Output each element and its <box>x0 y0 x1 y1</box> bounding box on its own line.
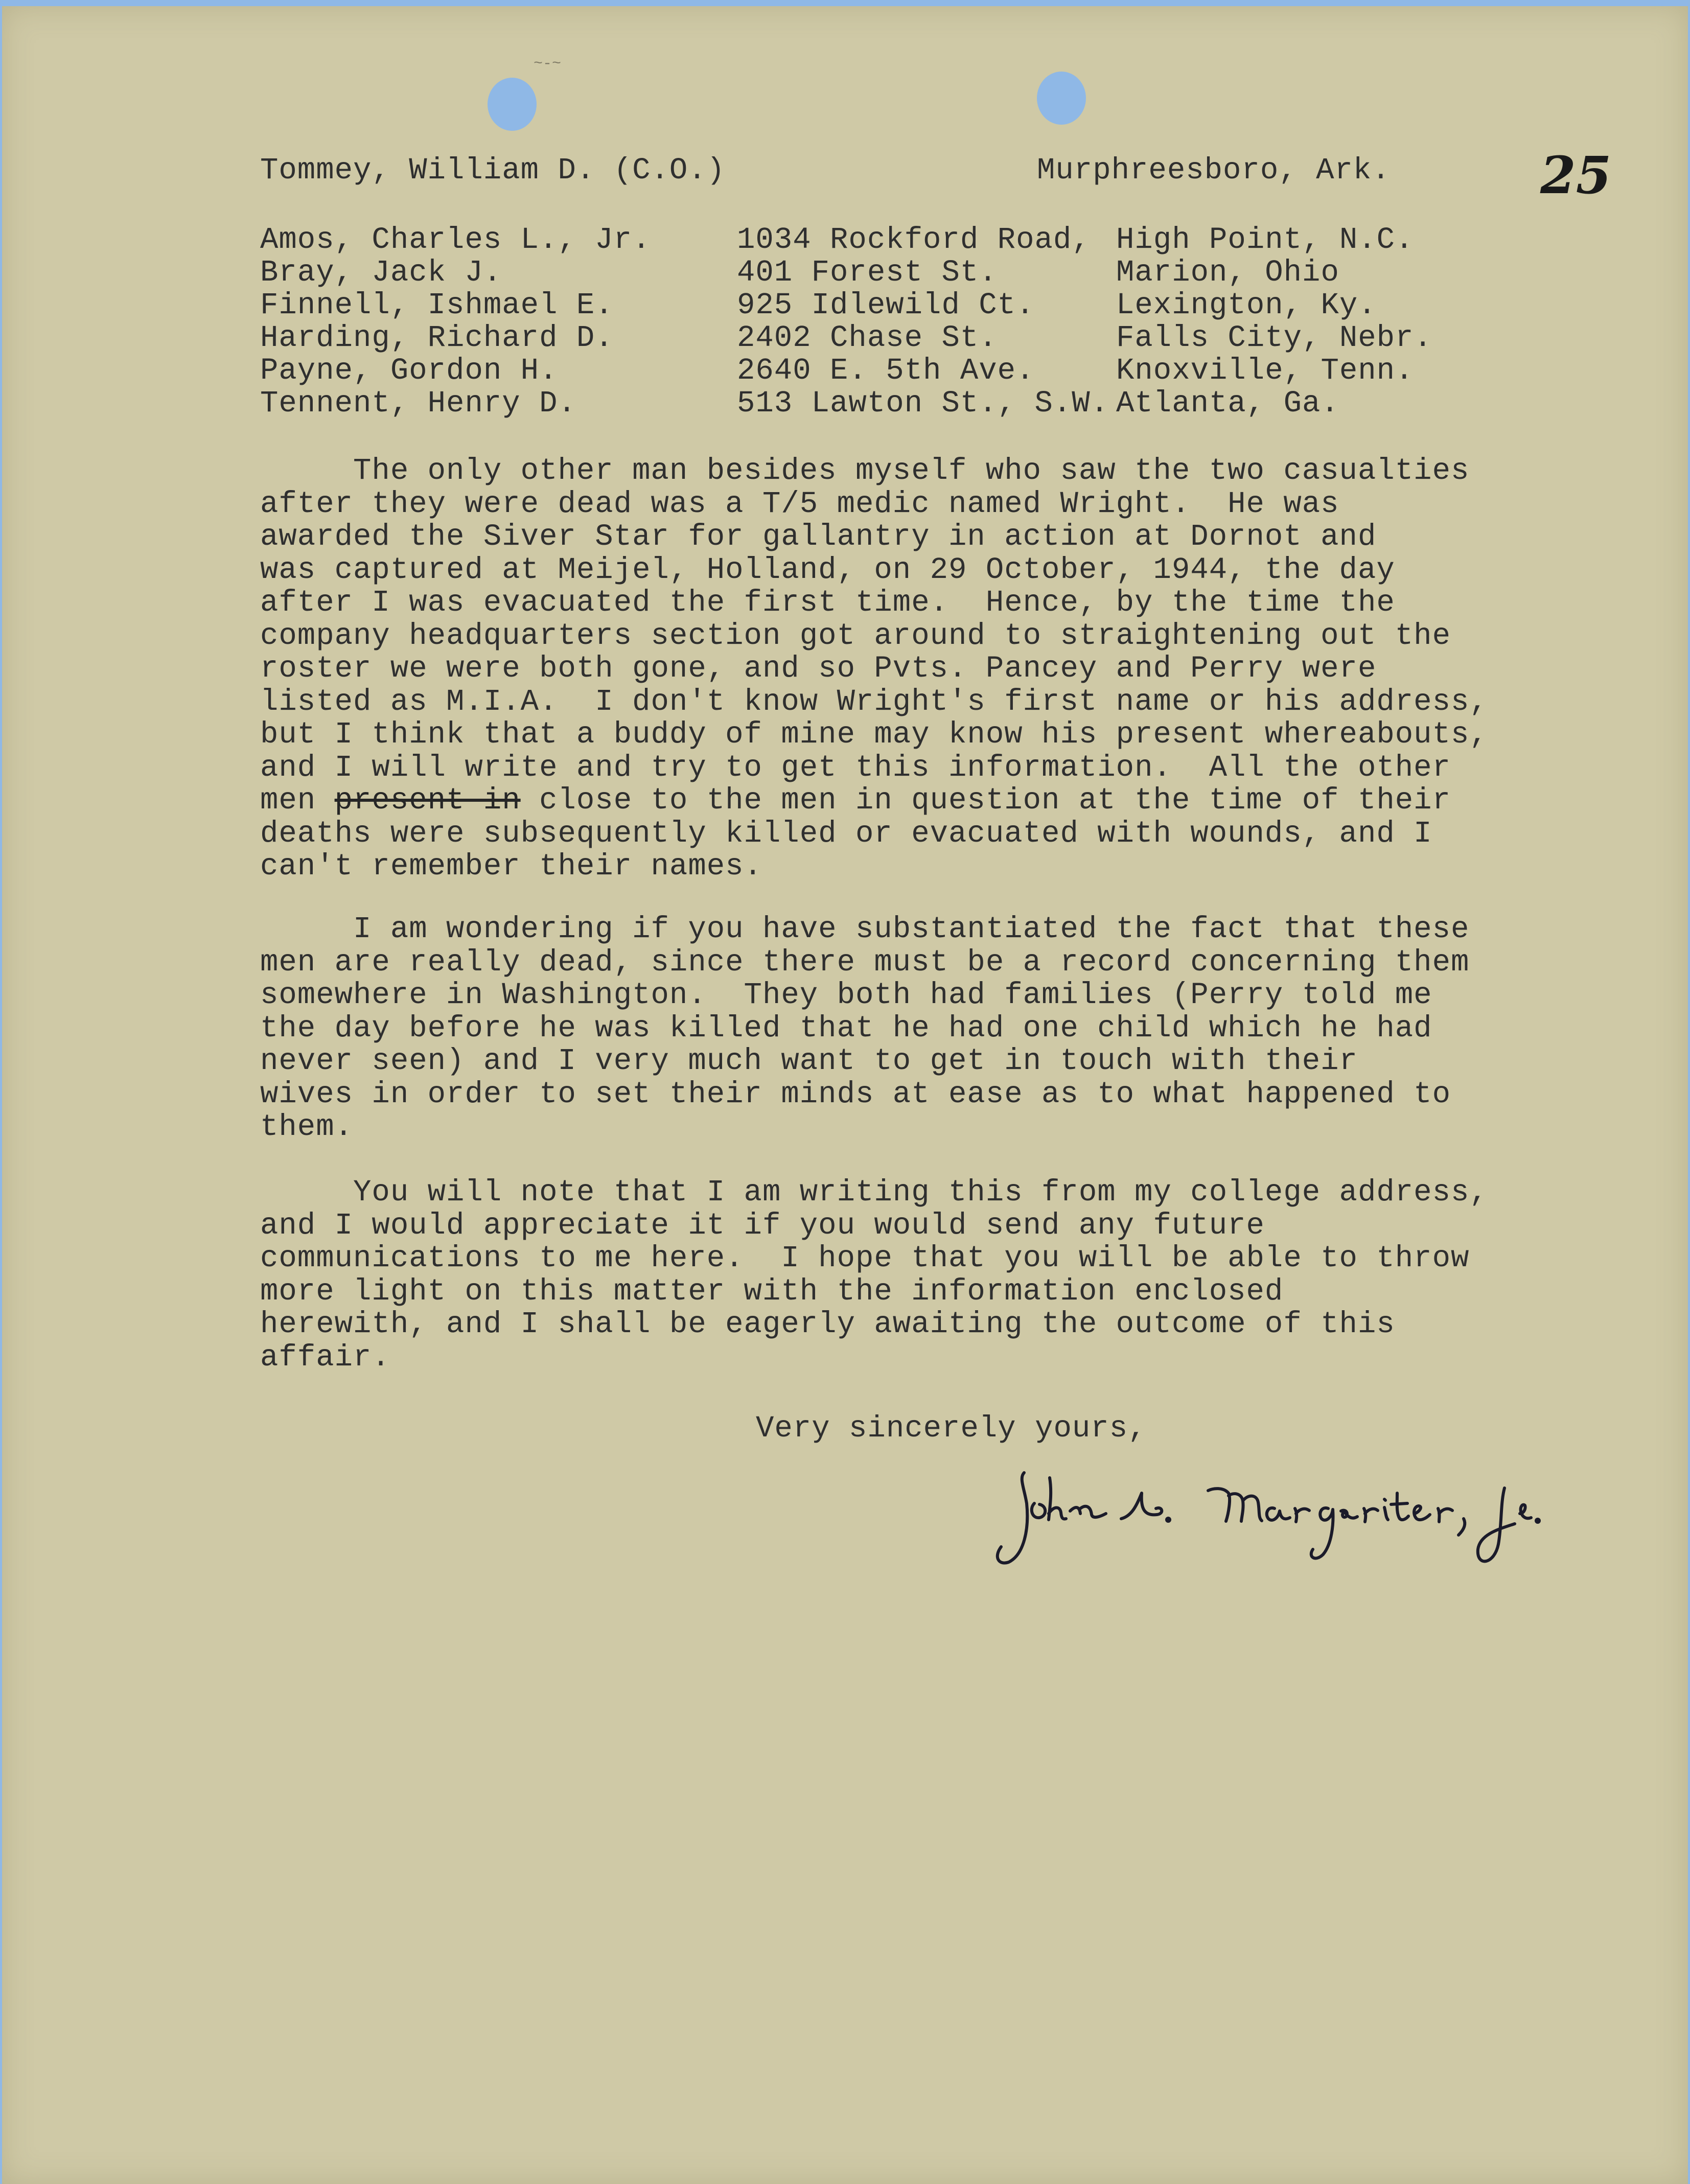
heading-location: Murphreesboro, Ark. <box>1037 153 1391 188</box>
heading-name: Tommey, William D. (C.O.) <box>260 153 726 188</box>
punch-hole-left <box>488 78 537 131</box>
text-line: them. <box>260 1110 354 1144</box>
text-line: the day before he was killed that he had one child which he had <box>260 1011 1432 1045</box>
handwritten-signature <box>988 1457 1591 1580</box>
body-paragraph-2 <box>260 913 1568 1144</box>
roster-name: Harding, Richard D. <box>260 321 614 355</box>
text-line: company headquarters section got around to straightening out the <box>260 618 1451 653</box>
text-line: I am wondering if you have substantiated the fact that these <box>260 912 1470 946</box>
text-line: You will note that I am writing this from my college address, <box>260 1175 1488 1210</box>
text-line: roster we were both gone, and so Pvts. Pancey and Perry were <box>260 652 1377 686</box>
body-paragraph-3 <box>260 1176 1568 1374</box>
text-line: after I was evacuated the first time. Hence, by the time the <box>260 586 1395 620</box>
text-line: and I will write and try to get this information. All the other <box>260 750 1451 785</box>
roster-street: 925 Idlewild Ct. <box>737 288 1035 322</box>
text-line: more light on this matter with the information enclosed <box>260 1274 1284 1309</box>
text-line: affair. <box>260 1340 390 1375</box>
text-line: awarded the Siver Star for gallantry in action at Dornot and <box>260 520 1377 554</box>
smudge-mark: ~-~ <box>534 55 562 73</box>
roster-city: Marion, Ohio <box>1116 255 1339 290</box>
roster-city: Lexington, Ky. <box>1116 288 1377 322</box>
roster-city: Falls City, Nebr. <box>1116 321 1432 355</box>
roster-street: 2640 E. 5th Ave. <box>737 354 1035 388</box>
text-line: communications to me here. I hope that you will be able to throw <box>260 1241 1470 1275</box>
roster-name: Bray, Jack J. <box>260 255 502 290</box>
text-line: herewith, and I shall be eagerly awaiting the outcome of this <box>260 1307 1395 1341</box>
text-line: after they were dead was a T/5 medic named Wright. He was <box>260 486 1339 521</box>
roster-city: Atlanta, Ga. <box>1116 386 1339 421</box>
text-line: somewhere in Washington. They both had families (Perry told me <box>260 978 1432 1012</box>
roster-city: High Point, N.C. <box>1116 223 1414 257</box>
text-line: but I think that a buddy of mine may know his present whereabouts, <box>260 717 1488 752</box>
text-line: deaths were subsequently killed or evacuated with wounds, and I <box>260 816 1432 851</box>
roster-name: Tennent, Henry D. <box>260 386 576 421</box>
text-line: was captured at Meijel, Holland, on 29 October, 1944, the day <box>260 552 1395 587</box>
page-number: 25 <box>1540 145 1612 205</box>
roster-street: 401 Forest St. <box>737 255 998 290</box>
roster-city: Knoxville, Tenn. <box>1116 354 1414 388</box>
text-line: The only other man besides myself who saw the two casualties <box>260 454 1470 488</box>
roster-name: Amos, Charles L., Jr. <box>260 223 651 257</box>
text-line <box>260 784 1568 818</box>
roster-street: 2402 Chase St. <box>737 321 998 355</box>
text-line: and I would appreciate it if you would send any future <box>260 1208 1265 1243</box>
line-suffix: close to the men in question at the time of their <box>520 783 1451 818</box>
roster-name: Payne, Gordon H. <box>260 354 558 388</box>
struck-out-text: present in <box>334 783 521 818</box>
text-line: never seen) and I very much want to get in touch with their <box>260 1044 1358 1078</box>
letter-page <box>2 6 1688 2184</box>
roster-name: Finnell, Ishmael E. <box>260 288 614 322</box>
roster-street: 513 Lawton St., S.W. <box>737 386 1109 421</box>
punch-hole-right <box>1037 72 1086 125</box>
text-line: men are really dead, since there must be a record concerning them <box>260 945 1470 980</box>
text-line: wives in order to set their minds at ease as to what happened to <box>260 1077 1451 1111</box>
line-prefix: men <box>260 783 335 818</box>
body-paragraph-1 <box>260 455 1568 884</box>
text-line: listed as M.I.A. I don't know Wright's first name or his address, <box>260 684 1488 719</box>
roster-street: 1034 Rockford Road, <box>737 223 1091 257</box>
text-line: can't remember their names. <box>260 849 762 884</box>
closing-line: Very sincerely yours, <box>756 1411 1147 1446</box>
